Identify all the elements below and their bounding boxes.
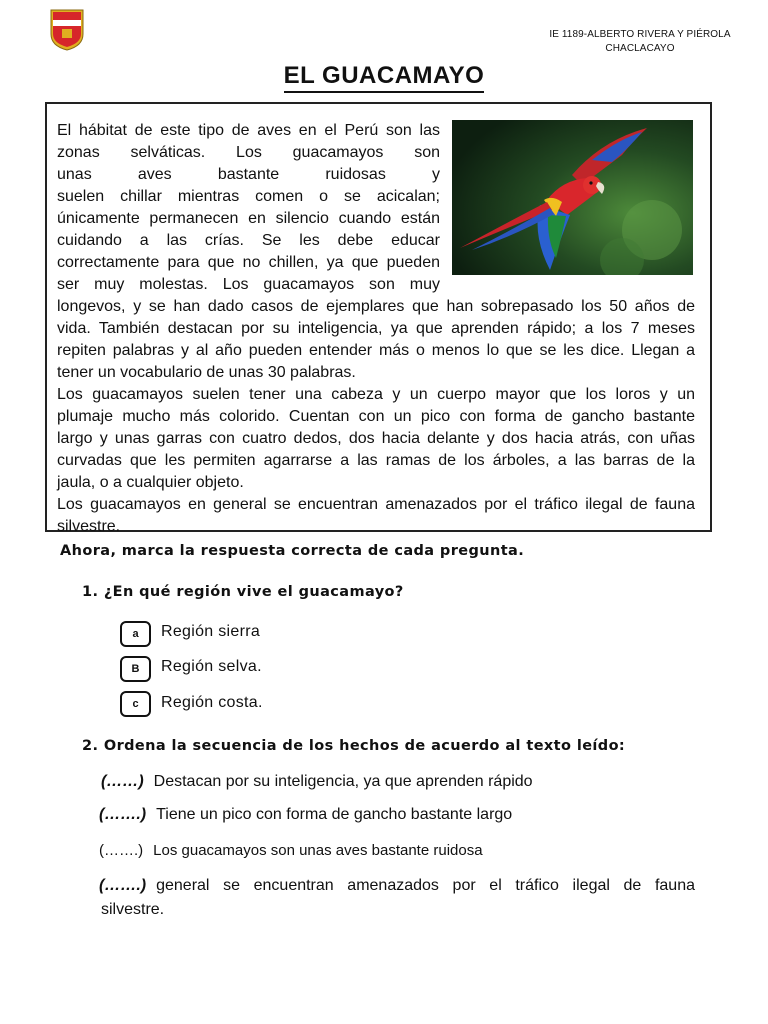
reading-line: longevos, y se han dado casos de ejemplares que han sobrepasado los 50 años de — [57, 298, 695, 315]
reading-line: curvadas que les permiten agarrarse a las ramas de los árboles, a las barras de la — [57, 452, 695, 469]
reading-line: suelen chillar mientras comen o se acicalan; — [57, 188, 440, 205]
option-b-text: Región selva. — [161, 658, 262, 675]
reading-line: Los guacamayos en general se encuentran amenazados por el tráfico ilegal de fauna — [57, 496, 695, 513]
option-a-box[interactable]: a — [120, 621, 151, 647]
instruction: Ahora, marca la respuesta correcta de cada pregunta. — [60, 543, 525, 559]
reading-line: plumaje mucho más colorido. Cuentan con un pico con forma de gancho bastante — [57, 408, 695, 425]
sequence-text: Tiene un pico con forma de gancho bastante largo — [156, 806, 513, 823]
sequence-blank[interactable]: (…….) — [99, 877, 147, 894]
sequence-item-continuation — [101, 901, 164, 919]
sequence-text: general se encuentran amenazados por el tráfico ilegal de fauna — [156, 877, 695, 894]
question-2: 2. Ordena la secuencia de los hechos de acuerdo al texto leído: — [82, 738, 626, 754]
page-title-wrap — [0, 62, 768, 90]
reading-line: tener un vocabulario de unas 30 palabras. — [57, 364, 356, 381]
reading-line: repiten palabras y al año pueden entender más o menos lo que se les dice. Llegan a — [57, 342, 695, 359]
sequence-blank[interactable]: (……) — [101, 773, 144, 790]
option-b-box[interactable]: B — [120, 656, 151, 682]
reading-line: vida. También destacan por su inteligencia, ya que aprenden rápido; a los 7 meses — [57, 320, 695, 337]
option-c-box[interactable]: c — [120, 691, 151, 717]
reading-line: jaula, o a cualquier objeto. — [57, 474, 244, 491]
sequence-item — [99, 806, 512, 824]
question-1: 1. ¿En qué región vive el guacamayo? — [82, 584, 404, 600]
page-title: EL GUACAMAYO — [284, 62, 485, 93]
sequence-text: silvestre. — [101, 901, 165, 918]
reading-line: unas aves bastante ruidosas y — [57, 166, 440, 183]
reading-line: correctamente para que no chillen, ya que pueden — [57, 254, 440, 271]
option-c-text: Región costa. — [161, 694, 263, 711]
sequence-blank[interactable]: (…….) — [99, 842, 144, 859]
reading-line: silvestre. — [57, 518, 121, 535]
option-a-text: Región sierra — [161, 623, 261, 640]
reading-line: cuidando a las crías. Se les debe educar — [57, 232, 440, 249]
sequence-text: Destacan por su inteligencia, ya que aprenden rápido — [153, 773, 533, 790]
reading-line: El hábitat de este tipo de aves en el Perú son las — [57, 122, 440, 139]
sequence-text: Los guacamayos son unas aves bastante ruidosa — [153, 842, 483, 859]
reading-line: Los guacamayos suelen tener una cabeza y un cuerpo mayor que los loros y un — [57, 386, 695, 403]
sequence-item — [99, 842, 483, 859]
school-name: IE 1189-ALBERTO RIVERA Y PIÉROLA — [549, 29, 731, 40]
reading-line: largo y unas garras con cuatro dedos, dos hacia delante y dos hacia atrás, con uñas — [57, 430, 695, 447]
school-location: CHACLACAYO — [605, 43, 675, 54]
reading-line: ser muy molestas. Los guacamayos son muy — [57, 276, 440, 293]
sequence-item — [101, 773, 533, 791]
macaw-photo — [452, 120, 693, 275]
school-logo — [49, 8, 85, 52]
sequence-blank[interactable]: (…….) — [99, 806, 147, 823]
school-header — [540, 28, 740, 56]
reading-line: zonas selváticas. Los guacamayos son — [57, 144, 440, 161]
reading-line: únicamente permanecen en silencio cuando están — [57, 210, 440, 227]
sequence-item — [99, 877, 695, 895]
